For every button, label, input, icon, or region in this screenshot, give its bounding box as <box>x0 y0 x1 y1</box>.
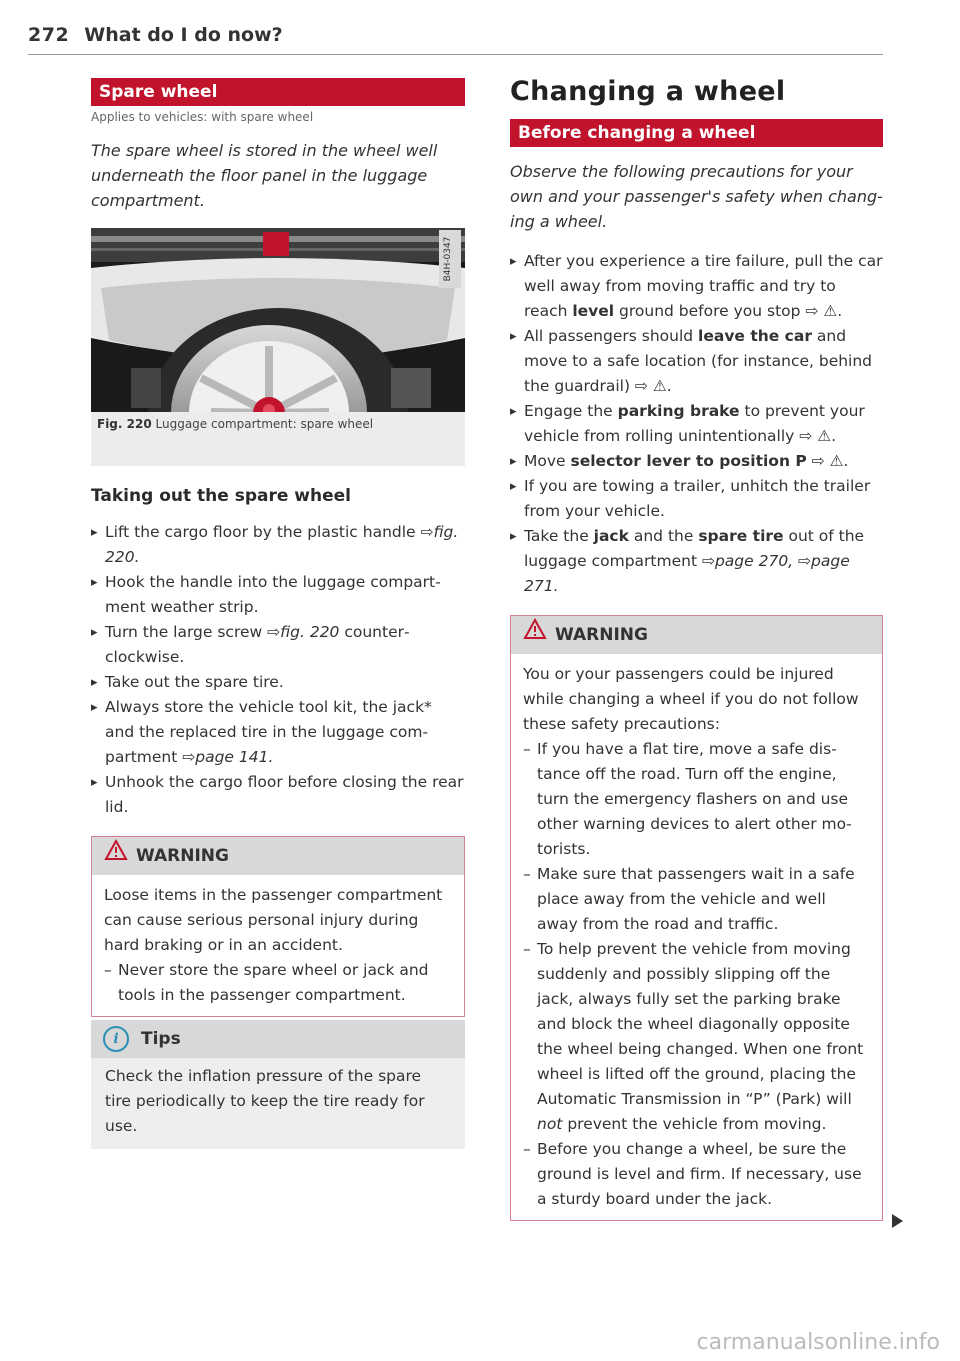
page-link[interactable]: ⇨page 141. <box>182 748 274 766</box>
list-item: ▸ Move selector lever to position P ⇨ ⚠. <box>510 449 883 474</box>
warning-triangle-icon: ⚠. <box>647 377 672 395</box>
list-item: ▸ All passengers should leave the car and move to a safe location (for instance, behind the guardrail) ⇨ ⚠. <box>510 324 883 399</box>
warning-triangle-icon: ⚠. <box>818 302 843 320</box>
warning-text: Loose items in the passenger compartment can cause serious personal injury during hard braking or in an accident. <box>104 886 443 954</box>
list-item: ▸ Take the jack and the spare tire out of the luggage compartment ⇨page 270, ⇨page 271. <box>510 524 883 599</box>
figure-code: B4H-0347 <box>443 236 453 282</box>
list-item: ▸ Hook the handle into the luggage compartment weather strip. <box>91 570 465 620</box>
list-item: ▸ If you are towing a trailer, unhitch the trailer from your vehicle. <box>510 474 883 524</box>
list-item: – Make sure that passengers wait in a safe place away from the vehicle and well away from the road and traffic. <box>523 862 870 937</box>
chapter-title: What do I do now? <box>84 24 283 46</box>
figure-caption <box>91 412 465 436</box>
warning-text: You or your passengers could be injured while changing a wheel if you do not follow these safety precautions: <box>523 665 859 733</box>
figure-label: Fig. 220 <box>97 417 152 431</box>
figure-caption-text: Luggage compartment: spare wheel <box>155 417 374 431</box>
page-header <box>28 24 883 55</box>
list-item: ▸ Engage the parking brake to prevent your vehicle from rolling unintentionally ⇨ ⚠. <box>510 399 883 449</box>
tips-box <box>91 1020 465 1149</box>
list-item: ▸ Turn the large screw ⇨fig. 220 counterclockwise. <box>91 620 465 670</box>
tips-header <box>91 1020 465 1058</box>
warning-header <box>511 616 882 654</box>
list-item: – Before you change a wheel, be sure the ground is level and firm. If necessary, use a sturdy board under the jack. <box>523 1137 870 1212</box>
warning-title: WARNING <box>555 625 648 645</box>
list-item: ▸ Always store the vehicle tool kit, the jack* and the replaced tire in the luggage compartment ⇨page 141. <box>91 695 465 770</box>
page-link[interactable]: ⇨page 270, <box>701 552 794 570</box>
steps-list-right <box>510 249 883 599</box>
list-item: ▸ Lift the cargo floor by the plastic handle ⇨fig. 220. <box>91 520 465 570</box>
watermark: carmanualsonline.info <box>696 1330 940 1355</box>
continue-arrow-icon <box>892 1214 903 1228</box>
warning-triangle-icon <box>104 837 128 875</box>
heading-changing-a-wheel: Changing a wheel <box>510 76 786 107</box>
figure-220 <box>91 228 465 466</box>
section-title-spare-wheel: Spare wheel <box>91 78 465 106</box>
list-item: – Never store the spare wheel or jack and tools in the passenger compartment. <box>104 958 452 1008</box>
warning-triangle-icon <box>523 616 547 654</box>
page-link[interactable]: ⇨page 271. <box>524 552 850 595</box>
intro-text-right: Observe the following precautions for your own and your passenger's safety when changing a wheel. <box>510 162 883 231</box>
figure-link[interactable]: ⇨fig. 220 <box>267 623 340 641</box>
intro-text: The spare wheel is stored in the wheel well underneath the floor panel in the luggage compartment. <box>91 141 438 210</box>
tips-title: Tips <box>141 1029 181 1049</box>
warning-body <box>511 654 882 1220</box>
spare-wheel-illustration <box>91 228 465 412</box>
warning-title: WARNING <box>136 846 229 866</box>
warning-body <box>92 875 464 1016</box>
list-item: – To help prevent the vehicle from moving suddenly and possibly slipping off the jack, always fully set the parking brake and block the wheel diagonally opposite the wheel being changed. When one front wheel is lifted off the ground, placing the Automatic Transmission in “P” (Park) will not prevent the vehicle from moving. <box>523 937 870 1137</box>
subheading-taking-out: Taking out the spare wheel <box>91 486 351 506</box>
steps-list-left <box>91 520 465 820</box>
list-item: – If you have a flat tire, move a safe distance off the road. Turn off the engine, turn the emergency flashers on and use other warning devices to alert other motorists. <box>523 737 870 862</box>
warning-header <box>92 837 464 875</box>
warning-box-left <box>91 836 465 1017</box>
applies-to: Applies to vehicles: with spare wheel <box>91 110 314 124</box>
warning-box-right <box>510 615 883 1221</box>
section-title-before-changing: Before changing a wheel <box>510 119 883 147</box>
page-number: 272 <box>28 24 70 46</box>
figure-link[interactable]: ⇨fig. 220. <box>105 523 459 566</box>
info-icon: i <box>103 1026 129 1052</box>
warning-triangle-icon: ⚠. <box>824 452 849 470</box>
list-item: ▸ Take out the spare tire. <box>91 670 465 695</box>
list-item: ▸ Unhook the cargo floor before closing the rear lid. <box>91 770 465 820</box>
tips-text: Check the inflation pressure of the spare tire periodically to keep the tire ready for use. <box>105 1067 425 1135</box>
warning-triangle-icon: ⚠. <box>812 427 837 445</box>
list-item: ▸ After you experience a tire failure, pull the car well away from moving traffic and try to reach level ground before you stop ⇨ ⚠. <box>510 249 883 324</box>
